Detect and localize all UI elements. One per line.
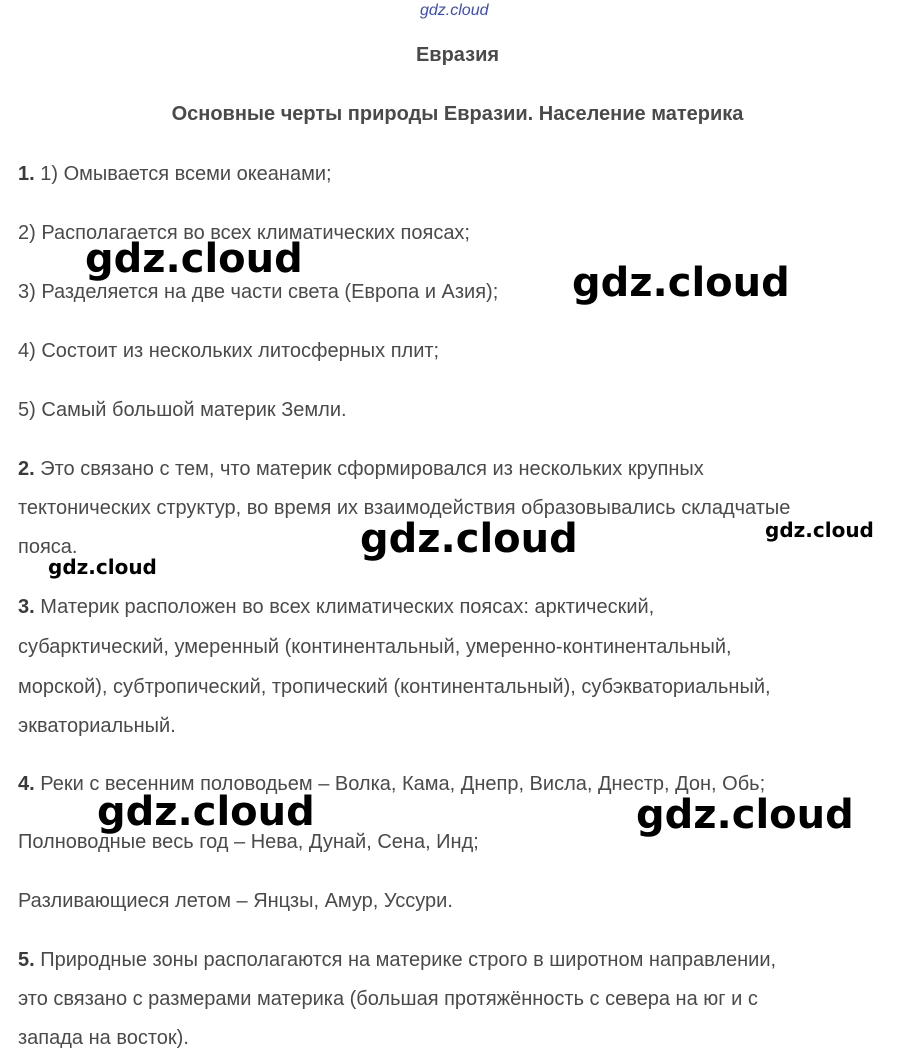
- answer-5-line-2: это связано с размерами материка (большая протяжённость с севера на юг и с: [18, 988, 758, 1010]
- answer-1-line-3: 3) Разделяется на две части света (Европа и Азия);: [18, 281, 499, 303]
- answer-2-number: 2.: [18, 458, 35, 480]
- answer-2-text-1: Это связано с тем, что материк сформировался из нескольких крупных: [40, 458, 704, 480]
- answer-4-line-3: Разливающиеся летом – Янцзы, Амур, Уссури.: [18, 890, 453, 912]
- answer-3-number: 3.: [18, 596, 35, 618]
- answer-3-text-1: Материк расположен во всех климатических поясах: арктический,: [40, 596, 655, 618]
- watermark: gdz.cloud: [765, 518, 874, 542]
- answer-1-line-1: [18, 161, 332, 187]
- answer-1-line-2: 2) Располагается во всех климатических поясах;: [18, 222, 470, 244]
- answer-3-line-3: морской), субтропический, тропический (континентальный), субэкваториальный,: [18, 676, 771, 698]
- page-title: Евразия: [415, 44, 500, 66]
- answer-5-line-1: [18, 947, 776, 973]
- answer-2-line-3: пояса.: [18, 536, 78, 558]
- page-subtitle: Основные черты природы Евразии. Население материка: [171, 103, 744, 125]
- answer-3-line-4: экваториальный.: [18, 715, 176, 737]
- watermark: gdz.cloud: [360, 516, 578, 562]
- answer-1-line-5: 5) Самый большой материк Земли.: [18, 399, 347, 421]
- answer-3-line-2: субарктический, умеренный (континентальный, умеренно-континентальный,: [18, 636, 732, 658]
- answer-3-line-1: [18, 594, 654, 620]
- answer-2-line-1: [18, 456, 704, 482]
- watermark: gdz.cloud: [48, 555, 157, 579]
- watermark: gdz.cloud: [85, 236, 303, 282]
- watermark: gdz.cloud: [636, 792, 854, 838]
- answer-5-text-1: Природные зоны располагаются на материке строго в широтном направлении,: [40, 949, 777, 971]
- answer-1-number: 1.: [18, 163, 35, 185]
- answer-5-number: 5.: [18, 949, 35, 971]
- answer-4-text-1: Реки с весенним половодьем – Волка, Кама, Днепр, Висла, Днестр, Дон, Обь;: [40, 773, 766, 795]
- answer-2-line-2: тектонических структур, во время их взаимодействия образовывались складчатые: [18, 497, 791, 519]
- answer-4-line-2: Полноводные весь год – Нева, Дунай, Сена, Инд;: [18, 831, 479, 853]
- answer-4-number: 4.: [18, 773, 35, 795]
- answer-1-line-4: 4) Состоит из нескольких литосферных плит;: [18, 340, 440, 362]
- watermark: gdz.cloud: [97, 789, 315, 835]
- top-watermark: gdz.cloud: [420, 2, 489, 19]
- answer-5-line-3: запада на восток).: [18, 1027, 189, 1049]
- answer-1-text-1: 1) Омывается всеми океанами;: [40, 163, 332, 185]
- watermark: gdz.cloud: [572, 260, 790, 306]
